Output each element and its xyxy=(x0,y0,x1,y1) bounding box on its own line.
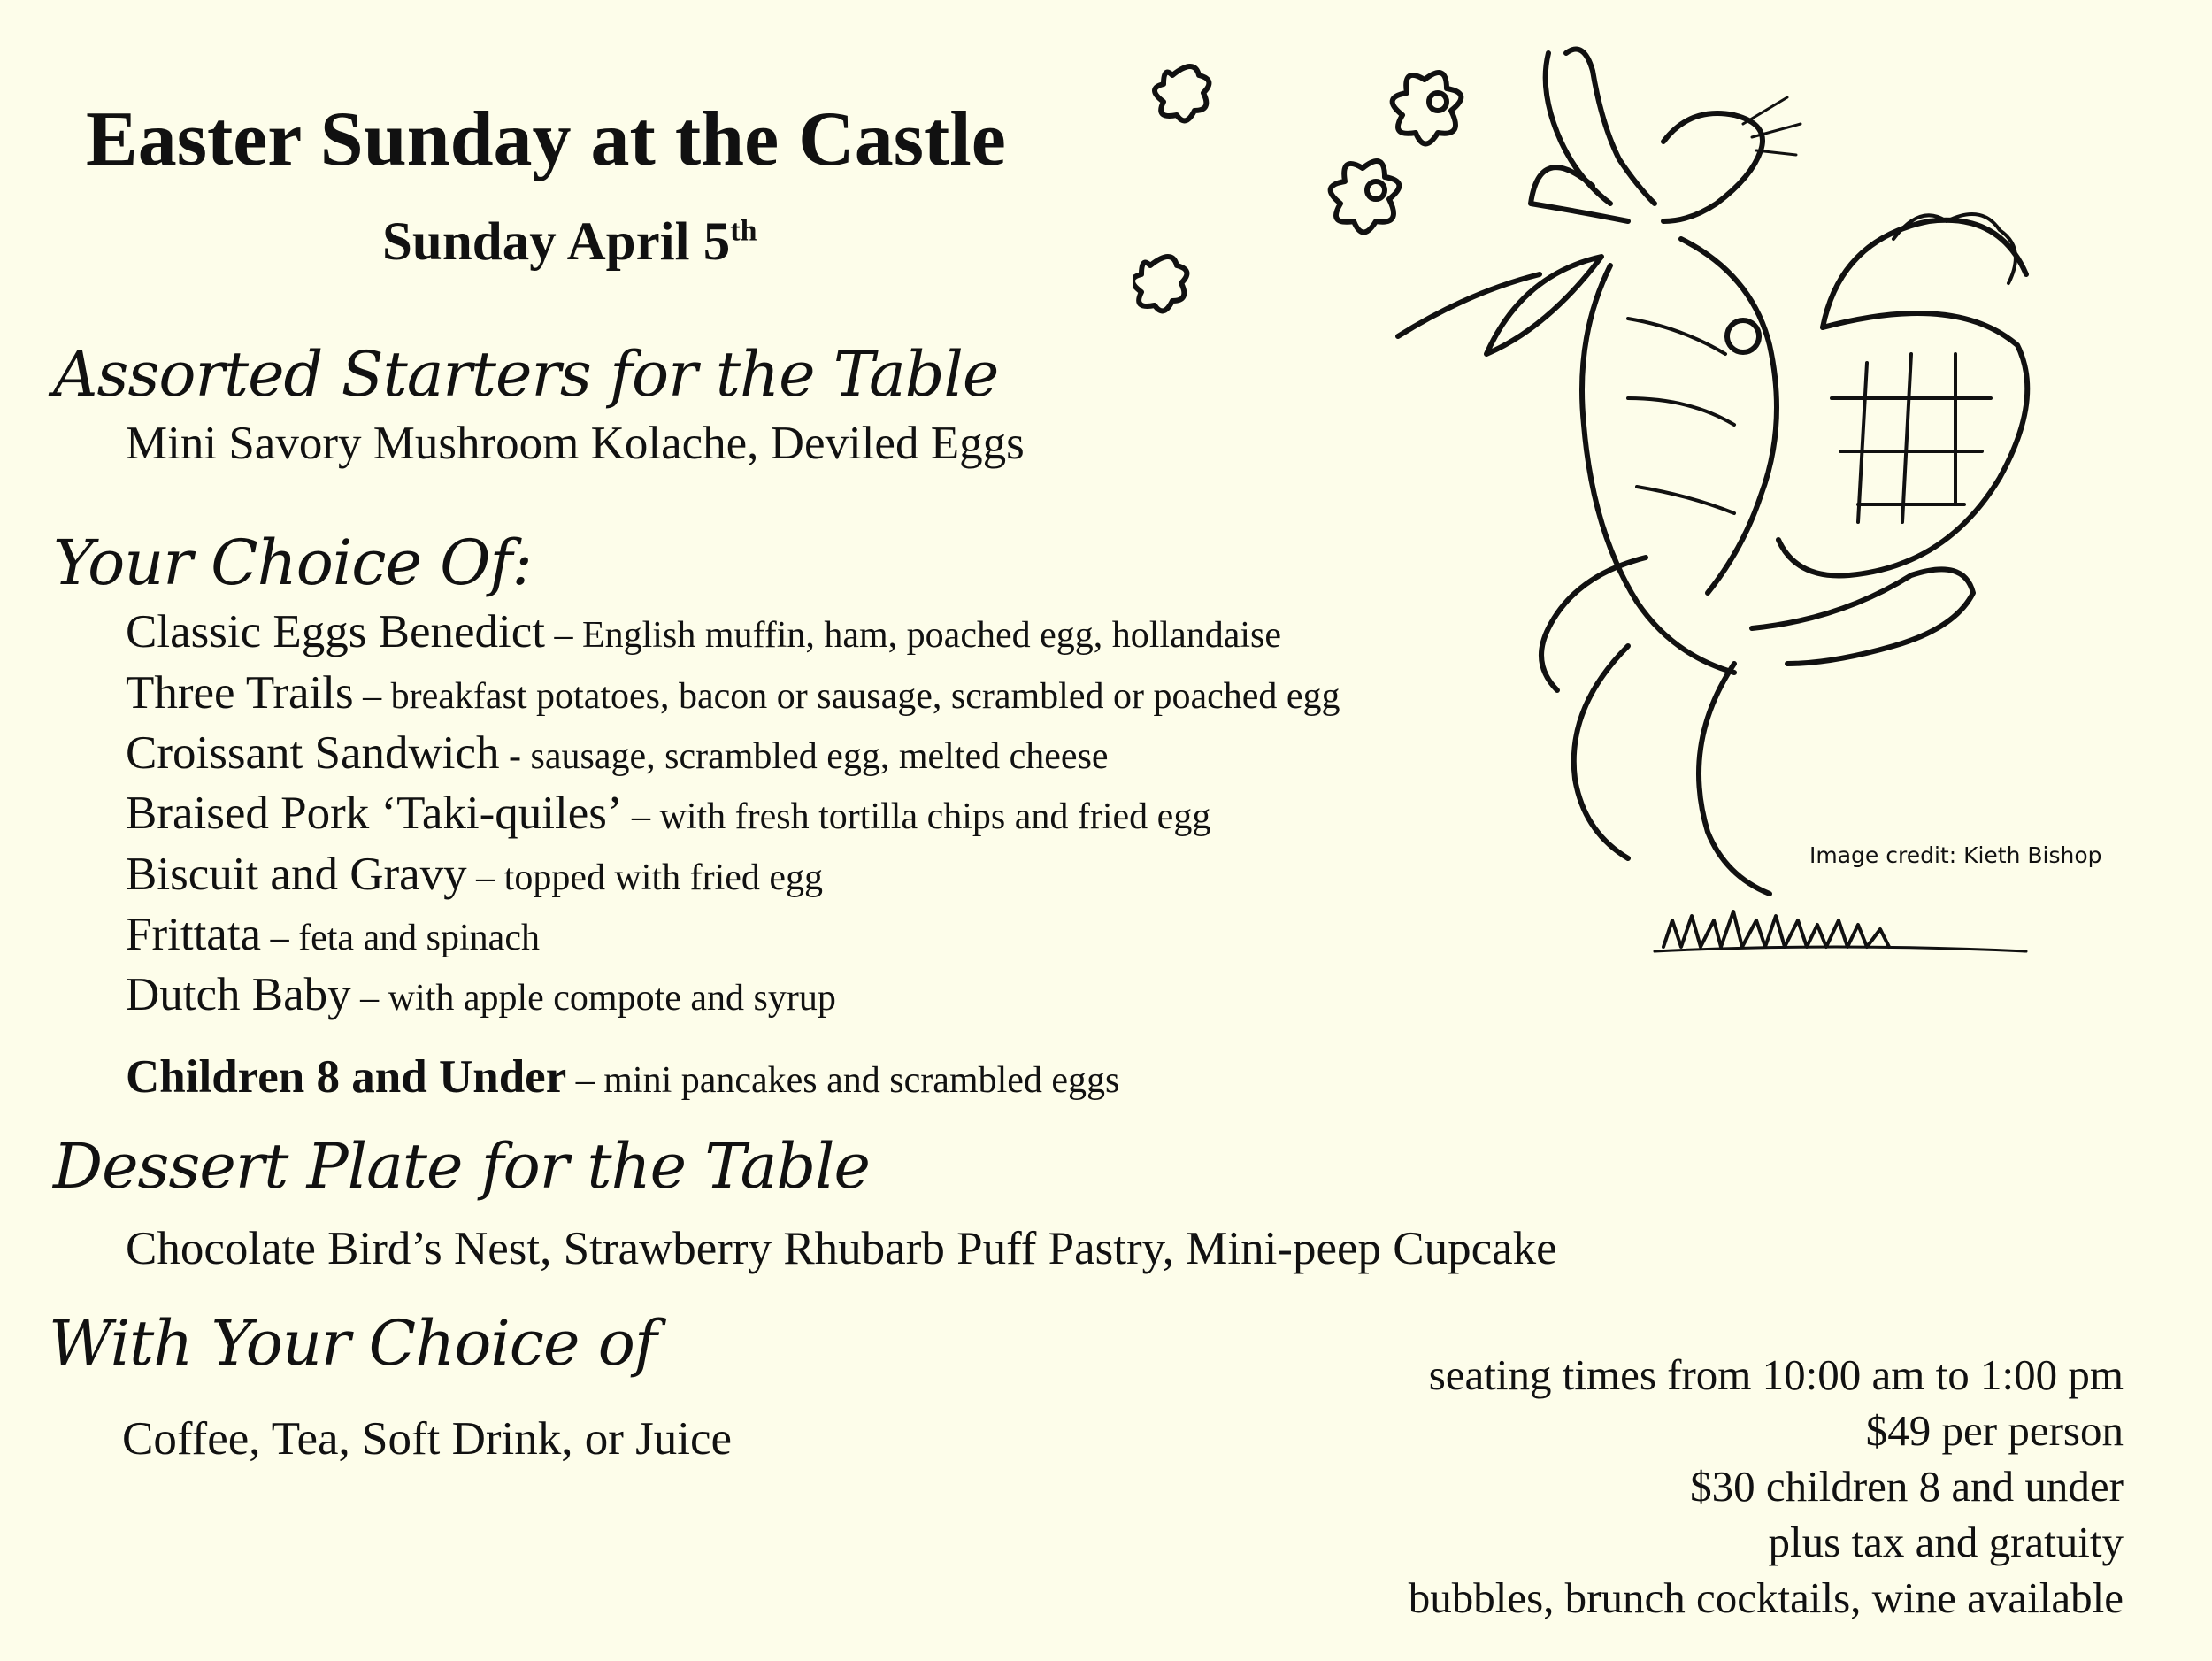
page-title: Easter Sunday at the Castle xyxy=(86,96,1006,182)
menu-item: Croissant Sandwich - sausage, scrambled egg, melted cheese xyxy=(126,727,1109,779)
menu-item: Braised Pork ‘Taki-quiles’ – with fresh tortilla chips and fried egg xyxy=(126,788,1211,839)
menu-item: Frittata – feta and spinach xyxy=(126,909,540,960)
info-line: $49 per person xyxy=(1865,1406,2124,1455)
pricing-info xyxy=(1409,1347,2124,1626)
drinks-text: Coffee, Tea, Soft Drink, or Juice xyxy=(122,1413,733,1465)
starters-text: Mini Savory Mushroom Kolache, Deviled Eggs xyxy=(126,418,1025,469)
image-credit: Image credit: Kieth Bishop xyxy=(1809,842,2102,868)
dessert-heading: Dessert Plate for the Table xyxy=(53,1130,870,1203)
menu-item: Biscuit and Gravy – topped with fried egg xyxy=(126,849,824,900)
menu-item: Dutch Baby – with apple compote and syrup xyxy=(126,969,836,1020)
choice-heading: Your Choice Of: xyxy=(53,527,533,599)
flower-icon xyxy=(1133,257,1187,311)
menu-item: Classic Eggs Benedict – English muffin, ham, poached egg, hollandaise xyxy=(126,606,1282,657)
flower-icon xyxy=(1155,66,1209,120)
rabbit-with-basket-illustration xyxy=(1133,27,2044,982)
event-date: Sunday April 5th xyxy=(382,212,757,272)
info-line: seating times from 10:00 am to 1:00 pm xyxy=(1428,1350,2124,1399)
children-item: Children 8 and Under – mini pancakes and scrambled eggs xyxy=(126,1051,1120,1103)
dessert-text: Chocolate Bird’s Nest, Strawberry Rhubarb Puff Pastry, Mini-peep Cupcake xyxy=(126,1223,1557,1274)
info-line: plus tax and gratuity xyxy=(1768,1518,2124,1566)
info-line: $30 children 8 and under xyxy=(1690,1462,2124,1511)
drinks-heading: With Your Choice of xyxy=(49,1307,657,1380)
flower-icon xyxy=(1393,73,1462,144)
menu-item: Three Trails – breakfast potatoes, bacon or sausage, scrambled or poached egg xyxy=(126,667,1340,719)
starters-heading: Assorted Starters for the Table xyxy=(53,338,999,411)
info-line: bubbles, brunch cocktails, wine available xyxy=(1408,1573,2124,1622)
flower-icon xyxy=(1331,161,1400,233)
